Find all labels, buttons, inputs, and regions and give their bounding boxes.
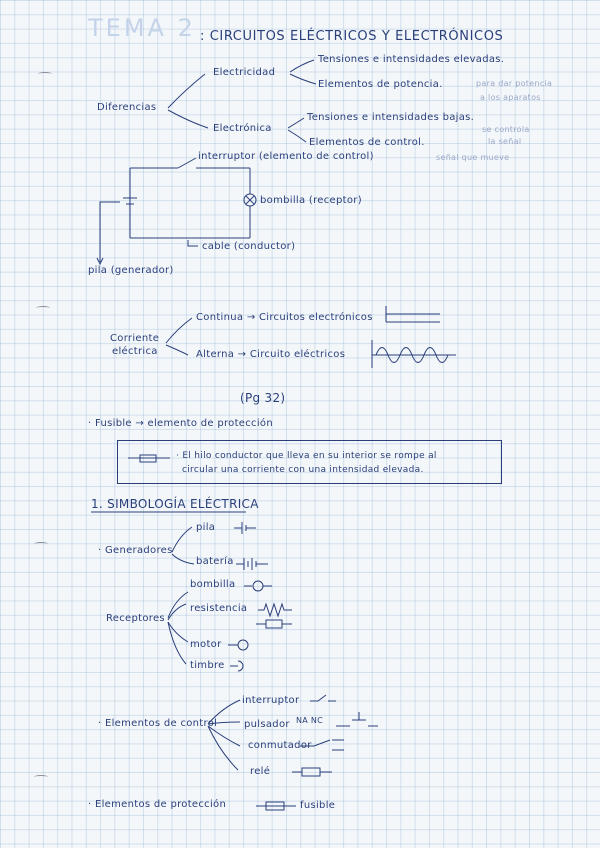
pulsador-nanc: NA NC [296, 716, 324, 725]
interruptor-label: interruptor [242, 695, 300, 706]
elementos-control-label: · Elementos de control [98, 718, 218, 729]
conmutador-label: conmutador [248, 740, 312, 751]
electricidad-item-1: Tensiones e intensidades elevadas. [318, 54, 505, 65]
electricidad-note-1: para dar potencia [476, 79, 553, 88]
brace-electricidad [168, 74, 205, 108]
brace-alterna [166, 345, 188, 355]
pulsador-label: pulsador [244, 719, 290, 730]
switch-lever [178, 158, 196, 168]
fusible-symbol-label: fusible [300, 800, 336, 811]
page-title: : CIRCUITOS ELÉCTRICOS Y ELECTRÓNICOS [200, 29, 504, 44]
fusible-desc-2: circular una corriente con una intensidad elevada. [182, 465, 424, 475]
electronica-note-1: se controla [482, 125, 530, 134]
fusible-definition-box [117, 440, 502, 484]
electronica-item-2: Elementos de control. [309, 137, 425, 148]
fusible-desc-1: · El hilo conductor que lleva en su interior se rompe al [176, 451, 437, 461]
brace-elec-2 [290, 74, 316, 84]
circuit-pila-label: pila (generador) [88, 265, 174, 276]
brace-electronica [168, 110, 208, 128]
bateria-label: batería [196, 556, 234, 567]
receptores-label: Receptores [106, 613, 165, 624]
circuit-bombilla-label: bombilla (receptor) [260, 195, 362, 206]
electricidad-label: Electricidad [213, 67, 276, 78]
electricidad-note-2: a los aparatos [480, 93, 541, 102]
corriente-label-2: eléctrica [112, 346, 158, 357]
circuit-interruptor-label: interruptor (elemento de control) [198, 151, 374, 162]
brace-elo-1 [288, 118, 304, 128]
electronica-note-3: señal que mueve [436, 153, 510, 162]
timbre-label: timbre [190, 660, 225, 671]
corriente-alterna: Alterna → Circuito eléctricos [196, 349, 346, 360]
title-tema: TEMA 2 [88, 14, 196, 42]
circuit-cable-label: cable (conductor) [202, 241, 296, 252]
electronica-note-2: la señal [488, 137, 522, 146]
brace-continua [166, 318, 192, 343]
pila-pointer [100, 202, 120, 262]
proteccion-label: · Elementos de protección [88, 799, 227, 810]
motor-label: motor [190, 639, 222, 650]
corriente-continua: Continua → Circuitos electrónicos [196, 312, 373, 323]
brace-elec-1 [290, 60, 314, 72]
generadores-label: · Generadores [98, 545, 173, 556]
simbologia-heading: 1. SIMBOLOGÍA ELÉCTRICA [91, 497, 259, 511]
electronica-label: Electrónica [213, 123, 272, 134]
cable-pointer [188, 240, 198, 246]
page-reference: (Pg 32) [240, 391, 286, 405]
rele-label: relé [250, 766, 271, 777]
resistencia-label: resistencia [190, 603, 248, 614]
pila-label: pila [196, 522, 216, 533]
electricidad-item-2: Elementos de potencia. [318, 79, 443, 90]
electronica-item-1: Tensiones e intensidades bajas. [307, 112, 475, 123]
diferencias-root: Diferencias [97, 102, 157, 113]
brace-elo-2 [288, 130, 306, 142]
corriente-label-1: Corriente [110, 333, 160, 344]
bombilla-label: bombilla [190, 579, 236, 590]
fusible-label: · Fusible → elemento de protección [88, 418, 273, 429]
